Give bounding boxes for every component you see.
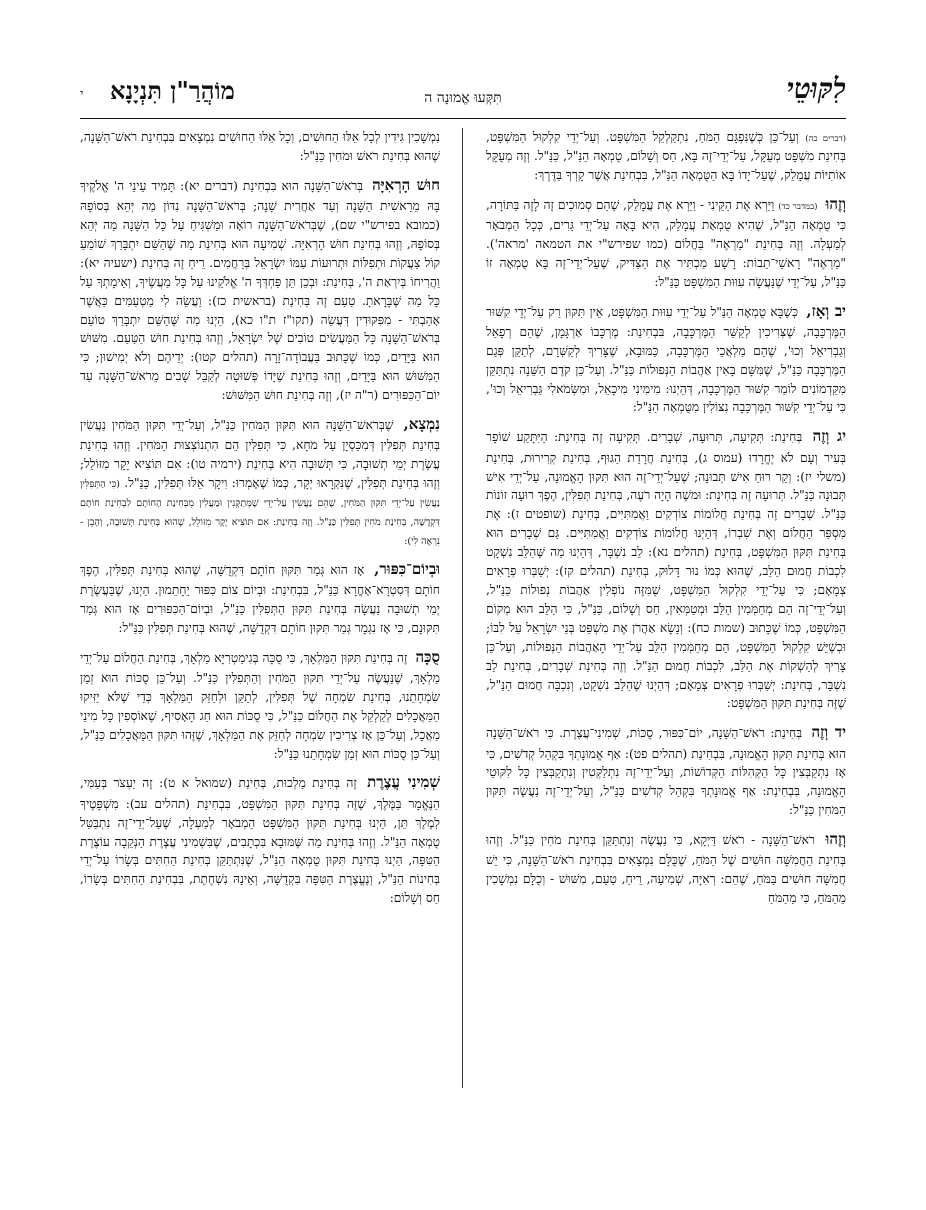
paragraph-text: בְּרֹאשׁ־הַשָּׁנָה הוּא בִּבְחִינַת (דברים יא): תָּמִיד עֵינֵי ה' אֱלֹקֶיךָ בָּהּ מֵרֵאשִׁית הַשָּׁנָה וְעַד אַחֲרִית שָׁנָה; בְּרֹאשׁ־הַשָּׁנָה נִדּוֹן מַה יְּהֵא בְּסוֹפָהּ (כמובא בפירש"י שם), שֶׁבְּרֹאשׁ־הַשָּׁנָה רוֹאָה וּמַשְׁגִּיחַ עַל כָּל הַשָּׁנָה מַה יְּהֵא בְּסוֹפָהּ, וְזֶהוּ בְּחִינַת חוּשׁ הָרְאִיָּה. שְׁמִיעָה הוּא בְּחִינַת מַה שֶּׁהַשֵּׁם יִתְבָּרַךְ שׁוֹמֵעַ קוֹל צַעֲקוֹת וּתְפִלּוֹת וּתְרוּעוֹת עַמּוֹ יִשְׂרָאֵל בְּרַחֲמִים. רֵיחַ זֶה בְּחִינַת (ישעיה יא): וַהֲרִיחוֹ בְּיִרְאַת ה', בְּחִינַת: וּבְכֵן תֵּן פַּחְדְּךָ ה' אֱלֹקֵינוּ עַל כָּל מַעֲשֶׂיךָ, וְאֵימָתְךָ עַל כָּל מַה שֶּׁבָּרָאתָ. טַעַם זֶה בְּחִינַת (בראשית כז): וַעֲשֵׂה לִי מַטְעַמִּים כַּאֲשֶׁר אָהַבְתִּי - מִפִּקּוּדִין דְּעֲשֵׂה (תקו"ז ת"ו כא), הַיְנוּ מַה שֶּׁהַשֵּׁם יִתְבָּרַךְ טוֹעֵם בְּרֹאשׁ־הַשָּׁנָה כָּל הַמַּעֲשִׂים טוֹבִים שֶׁל יִשְׂרָאֵל, וְזֶהוּ בְּחִינַת חוּשׁ הַטַּעַם. מִשּׁוּשׁ הוּא בַּיָּדַיִם, כְּמוֹ שֶׁכָּתוּב בַּעֲבוֹדָה־זָרָה (תהלים קטו): יְדֵיהֶם וְלֹא יְמִישׁוּן; כִּי הַמִּשּׁוּשׁ הוּא בַּיָּדַיִם, וְזֶהוּ בְּחִינַת שֶׁיָּדוֹ פְּשׁוּטָה לְקַבֵּל שָׁבִים מֵרֹאשׁ־הַשָּׁנָה עַד יוֹם־הַכִּפּוּרִים (ר"ה יז), וְזֶה בְּחִינַת חוּשׁ הַמִּשּׁוּשׁ: xyxy=(80,178,440,403)
source-citation: (במדבר כד) xyxy=(778,201,818,212)
paragraph-lead-word: יד וְזֶה xyxy=(811,723,846,742)
source-citation: (דברים כה) xyxy=(805,134,846,144)
text-paragraph xyxy=(80,558,440,638)
paragraph-lead-word: נִמְצָא, xyxy=(403,415,440,434)
paragraph-lead-word: שְׁמִינִי עֲצֶרֶת xyxy=(367,773,440,792)
left-text-column xyxy=(80,128,440,1108)
page-header xyxy=(80,72,846,120)
paragraph-text: וְעַל־כֵּן כְּשֶׁנִּפְגָּם הַמֹּחַ, נִתְקַלְקֵל הַמִּשְׁפָּט. וְעַל־יְדֵי קִלְקוּל הַמִּשְׁפָּט, בְּחִינַת מִשְׁפָּט מְעֻקָּל, עַל־יְדֵי־זֶה בָּא, חַס וְשָׁלוֹם, טֻמְאָה הַנַּ"ל, כַּנַּ"ל. וְזֶה מְעֻקָּל אוֹתִיּוֹת עֲמָלֵק, שֶׁעַל־יָדוֹ בָּא הַטֻּמְאָה הַנַּ"ל, בִּבְחִינַת xyxy=(486,130,846,182)
paragraph-text: רֹאשׁ־הַשָּׁנָה - רֹאשׁ דַּיְקָא, כִּי נַעֲשֶׂה וְנִתְתַּקֵּן בְּחִינַת מֹחִין כַּנַּ"ל. וְזֶהוּ בְּחִינַת הַחֲמִשָּׁה חוּשִׁים שֶׁל הַמֹּחַ, שֶׁכֻּלָּם נִמְצָאִים בִּבְחִינַת רֹאשׁ־הַשָּׁנָה, כִּי יֵשׁ חֲמִשָּׁה חוּשִׁים בַּמֹּחַ, שֶׁהֵם: רְאִיָּה, שְׁמִיעָה, רֵיחַ, טַעַם, מִשּׁוּשׁ - וְכֻלָּם נִמְשָׁכִין מֵהַמֹּחַ, כִּי מֵהַמֹּחַ xyxy=(486,833,846,906)
right-text-column xyxy=(486,128,846,1108)
paragraph-text: בְּחִינַת: תְּקִיעָה, תְּרוּעָה, שְׁבָרִים. תְּקִיעָה זֶה בְּחִינַת: הַיִּתָּקַע שׁוֹפָר בְּעִיר וְעָם לֹא יֶחֱרָדוּ (עמוס ג), בְּחִינַת חֲרָדַת הַגּוּף, בְּחִינַת קְרִירוּת, בְּחִינַת (משלי יז): וְקַר רוּחַ אִישׁ תְּבוּנָה; שֶׁעַל־יְדֵי־זֶה הוּא תִּקּוּן הָאֱמוּנָה, עַל־יְדֵי אִישׁ תְּבוּנָה כַּנַּ"ל. תְּרוּעָה זֶה בְּחִינַת: וּמשֶׁה הָיָה רֹעֶה, בְּחִינַת תְּפִלִּין, הֶפֶךְ רוּעָה זוֹנוֹת כַּנַּ"ל. שְׁבָרִים זֶה בְּחִינַת חֲלוֹמוֹת צוֹדְקִים וַאֲמִתִּיִּים, בְּחִינַת (שופטים ז): אֶת מִסְפַּר הַחֲלוֹם וְאֶת שִׁבְרוֹ, דְּהַיְנוּ חֲלוֹמוֹת צוֹדְקִים וַאֲמִתִּיִּים. גַּם שְׁבָרִים הוּא בְּחִינַת תִּקּוּן הַמִּשְׁפָּט, בְּחִינַת (תהלים נא): לֵב נִשְׁבָּר, דְּהַיְנוּ מַה שֶּׁהַלֵּב נִשְׁקָט לִכְבוֹת חֲמוּם הַלֵּב, שֶׁהוּא כְּמוֹ נוּר דָּלוּק, בְּחִינַת (תהלים קז): יְשַׁבְּרוּ פְרָאִים צְמָאָם; כִּי עַל־יְדֵי קִלְקוּל הַמִּשְׁפָּט, שֶׁמִּזֶּה נוֹפְלִין אַהֲבוֹת נְפוּלוֹת כַּנַּ"ל, וְעַל־יְדֵי־זֶה הֵם מְחַמְּמִין הַלֵּב וּמְטַמְּאִין, חַס וְשָׁלוֹם, כַּנַּ"ל, כִּי הַלֵּב הוּא מְקוֹם הַמִּשְׁפָּט, כְּמוֹ שֶׁכָּתוּב (שמות כח): וְנָשָׂא אַהֲרֹן אֶת מִשְׁפַּט בְּנֵי יִשְׂרָאֵל עַל לִבּוֹ; וּכְשֶׁיֵּשׁ קִלְקוּל הַמִּשְׁפָּט, הֵם מְחַמְּמִין הַלֵּב עַל־יְדֵי הָאַהֲבוֹת הַנְּפוּלוֹת, וְעַל־כֵּן צָרִיךְ לְהַשְׁקוֹת אֶת הַלֵּב, לִכְבוֹת חֲמוּם הַנַּ"ל. וְזֶה בְּחִינַת שְׁבָרִים, בְּחִינַת לֵב נִשְׁבָּר, בְּחִינַת: יְשַׁבְּרוּ פְרָאִים צְמָאָם; דְּהַיְנוּ שֶׁהַלֵּב נִשְׁקָט, וְנִכְבָּה חֲמוּם הַנַּ"ל, שֶׁזֶּה בְּחִינַת תִּקּוּן הַמִּשְׁפָּט: xyxy=(486,430,846,711)
book-title-right: לִקּוּטֵי xyxy=(786,72,846,105)
text-paragraph xyxy=(486,425,846,713)
text-paragraph xyxy=(80,174,440,405)
header-rule xyxy=(80,118,846,119)
text-paragraph xyxy=(80,771,440,908)
text-paragraph xyxy=(486,128,846,185)
paragraph-lead-word: סֻכָּה xyxy=(415,647,440,666)
paragraph-lead-word: וְזֶהוּ xyxy=(825,830,846,849)
paragraph-text: כְּשֶׁבָּא טֻמְאָה הַנַּ"ל עַל־יְדֵי עִוּוּת הַמִּשְׁפָּט, אֵין תִּקּוּן רַק עַל־יְדֵי קִשּׁוּר הַמֶּרְכָּבָה, שֶׁצְּרִיכִין לְקַשֵּׁר הַמֶּרְכָּבָה, בִּבְחִינַת: מֶרְכָּבוֹ אַרְגָּמָן, שֶׁהֵם רְפָאֵל וְגַבְרִיאֵל וְכוּ', שֶׁהֵם מַלְאֲכֵי הַמֶּרְכָּבָה, כַּמּוּבָא, שֶׁצָּרִיךְ לְקַשְּׁרָם, לְתַקֵּן פְּגַם הַמֶּרְכָּבָה כַּנַּ"ל, שֶׁמִּשָּׁם בָּאִין אַהֲבוֹת הַנְּפוּלוֹת כַּנַּ"ל. וְעַל־כֵּן קֹדֶם הַשֵּׁנָה נִתְתַּקֵּן מִקַּדְמוֹנִים לוֹמַר קִשּׁוּר הַמֶּרְכָּבָה, דְּהַיְנוּ: מִימִינִי מִיכָאֵל, וּמִשְּׂמֹאלִי גַּבְרִיאֵל וְכוּ', כִּי עַל־יְדֵי קִשּׁוּר הַמֶּרְכָּבָה נִצּוֹלִין מִטֻּמְאָה הַנַּ"ל: xyxy=(486,304,846,415)
text-paragraph xyxy=(80,646,440,764)
text-paragraph xyxy=(486,721,846,820)
paragraph-text: וַיַּרְא אֶת הַקֵּינִי - וַיַּרְא אֶת עֲמָלֵק, שֶׁהֵם סְמוּכִים זֶה לָזֶה בַּתּוֹרָה, כִּי טֻמְאָה הַנַּ"ל, שֶׁהִיא טֻמְאַת עֲמָלֵק, הִיא בָּאָה עַל־יְדֵי גֵּרִים, כְּכָל הַמְבֹאָר לְמַעְלָה. וְזֶה בְּחִינַת "מַרְאֶה" בַּחֲלוֹם (כמו שפירש"י את הטמאה 'מראה'). "מַרְאֶה" רָאשֵׁי־תֵבוֹת: רָשָׁע מַכְתִּיר אֶת הַצַּדִּיק, שֶׁעַל־יְדֵי־זֶה בָּא טֻמְאָה זוֹ כַּנַּ"ל, עַל־יְדֵי שֶׁנַּעֲשָׂה עִוּוּת הַמִּשְׁפָּט כַּנַּ"ל: xyxy=(486,197,846,289)
text-paragraph xyxy=(80,413,440,550)
text-paragraph xyxy=(486,300,846,418)
column-divider xyxy=(462,128,463,1088)
text-paragraph xyxy=(486,828,846,908)
paragraph-text: זֶה בְּחִינַת מַלְכוּת, בְּחִינַת (שמואל א ט): זֶה יַעְצֹר בְּעַמִּי, הַנֶּאֱמָר בַּמֶּלֶךְ, שֶׁזֶּה בְּחִינַת תִּקּוּן הַמִּשְׁפָּט, בִּבְחִינַת (תהלים עב): מִשְׁפָּטֶיךָ לְמֶלֶךְ תֵּן, הַיְנוּ בְּחִינַת תִּקּוּן הַמִּשְׁפָּט הַמְבֹאָר לְמַעְלָה, שֶׁעַל־יְדֵי־זֶה נִתְבַּטֵּל טֻמְאָה הַנַּ"ל. וְזֶהוּ בְּחִינַת מַה שֶּׁמּוּבָא בִּכְתָבִים, שֶׁבִּשְׁמִינִי עֲצֶרֶת הַנְּקֵבָה עוֹצֶרֶת הַטִּפָּה, הַיְנוּ בְּחִינַת תִּקּוּן טֻמְאָה הַנַּ"ל, שֶׁנִּתְתַּקֵּן בְּחִינַת הַחִתִּים בְּשָׂרוֹ עַל־יְדֵי בְּחִינוֹת הַנַּ"ל, וְנֶעֱצֶרֶת הַטִּפָּה בִּקְדֻשָּׁה, וְאֵינָהּ נִשְׁחֶתֶת, בִּבְחִינַת הַחִתִּים בְּשָׂרוֹ, חַס וְשָׁלוֹם: xyxy=(80,776,440,906)
text-paragraph xyxy=(80,128,440,166)
text-paragraph xyxy=(486,193,846,292)
paragraph-text: זֶה בְּחִינַת תִּקּוּן הַמַּלְאָךְ, כִּי סֻכָּה בְּגִימַטְרִיָּא מַלְאָךְ, בְּחִינַת הַחֲלוֹם עַל־יְדֵי מַלְאָךְ, שֶׁנַּעֲשֶׂה עַל־יְדֵי תִּקּוּן הַמֹּחִין וְהַתְּפִלִּין כַּנַּ"ל. וְעַל־כֵּן סֻכּוֹת הוּא זְמַן שִׂמְחָתֵנוּ, בְּחִינַת שִׂמְחָה שֶׁל תְּפִלִּין, לְתַקֵּן וּלְחַזֵּק הַמַּלְאָךְ כְּדֵי שֶׁלֹּא יַזִּיקוּ הַמַּאֲכָלִים לְקַלְקֵל אֶת הַחֲלוֹם כַּנַּ"ל, כִּי סֻכּוֹת הוּא חַג הָאָסִיף, שֶׁאוֹסְפִין כָּל מִינֵי מַאֲכָל, וְעַל־כֵּן אָז צְרִיכִין שִׂמְחָה לְחַזֵּק אֶת הַמַּלְאָךְ, שֶׁזֶּהוּ תִּקּוּן הַמַּאֲכָלִים כַּנַּ"ל, וְעַל־כֵּן סֻכּוֹת הוּא זְמַן שִׂמְחָתֵנוּ כַּנַּ"ל: xyxy=(80,650,440,761)
paragraph-lead-word: יג וְזֶה xyxy=(812,427,846,446)
paragraph-tail: אֲשֶׁר קָרְךָ בַּדֶּרֶךְ: xyxy=(534,167,611,182)
paragraph-text: שֶׁבְּרֹאשׁ־הַשָּׁנָה הוּא תִּקּוּן הַמֹּחִין כַּנַּ"ל, וְעַל־יְדֵי תִּקּוּן הַמֹּחִין נַעֲשִׂין בְּחִינַת תְּפִלִּין דְּמִכַּסְיָן עַל מֹחָא, כִּי תְּפִלִּין הֵם הִתְנוֹצְצוּת הַמֹּחִין. וְזֶהוּ בְּחִינַת עֲשֶׂרֶת יְמֵי תְשׁוּבָה, כִּי תְּשׁוּבָה הִיא בְּחִינַת (ירמיה טו): אִם תּוֹצִיא יָקָר מִזּוֹלֵל; וְזֶהוּ בְּחִינַת תְּפִלִּין, שֶׁנִּקְרָאוּ יְקָר, כְּמוֹ שֶׁאָמְרוּ: וִיקָר אֵלּוּ תְּפִלִּין, כַּנַּ"ל. xyxy=(80,418,440,491)
paragraph-text: אָז הוּא גְּמַר תִּקּוּן חוֹתָם דִּקְדֻשָּׁה, שֶׁהוּא בְּחִינַת תְּפִלִּין, הֶפֶךְ חוֹתָם דְּסִטְרָא־אָחֳרָא כַּנַּ"ל, בִּבְחִינַת: וּבְיוֹם צוֹם כִּפּוּר יֵחָתֵמוּן. הַיְנוּ, שֶׁבַּעֲשֶׂרֶת יְמֵי תְשׁוּבָה נַעֲשָׂה בְּחִינַת תִּקּוּן הַתְּפִלִּין כַּנַּ"ל, וּבְיוֹם־הַכִּפּוּרִים אָז הוּא גְּמַר תִּקּוּנָם, כִּי אָז נִגְמָר גְּמַר תִּקּוּן חוֹתָם דִּקְדֻשָּׁה, שֶׁהוּא בְּחִינַת תְּפִלִּין כַּנַּ"ל: xyxy=(80,562,440,635)
paragraph-lead-word: יב וְאָז, xyxy=(806,301,846,320)
paragraph-text: נִמְשָׁכִין גִּידִין לְכָל אֵלּוּ הַחוּשִׁים, וְכָל אֵלּוּ הַחוּשִׁים נִמְצָאִים בִּבְחִינַת רֹאשׁ־הַשָּׁנָה, שֶׁהוּא בְּחִינַת רֹאשׁ וּמֹחִין כַּנַּ"ל: xyxy=(80,130,440,163)
paragraph-lead-word: וּבְיוֹם־כִּפּוּר, xyxy=(374,559,440,578)
bracketed-note: (כִּי הַתְּפִלִּין נַעֲשִׂין עַל־יְדֵי תִּקּוּן הַמֹּחִין, שֶׁהֵם נַעֲשִׂין עַל־יְדֵי שֶׁמְּתַקְּנִין וּמַעֲלִין מִבְּחִינַת הַחוֹתָם לִבְחִינַת חוֹתָם דִּקְדֻשָּׁה, בְּחִינַת מֹחִין תְּפִלִּין כַּנַּ"ל. וְזֶה בְּחִינַת: אִם תּוֹצִיא יָקָר מִזּוֹלֵל, שֶׁהוּא בְּחִינַת תְּשׁוּבָה, וְהָבֵן - נִרְאֶה לִי): xyxy=(80,479,440,547)
book-title-left: מוֹהֲרַ"ן תִּנְיָנָא xyxy=(110,76,235,105)
page-number: י xyxy=(80,87,84,102)
paragraph-lead-word: וְזֶהוּ xyxy=(825,194,846,213)
chapter-title: תִּקְּעוּ אֱמוּנָה ה xyxy=(424,90,502,106)
paragraph-text: בְּחִינַת: רֹאשׁ־הַשָּׁנָה, יוֹם־כִּפּוּר, סֻכּוֹת, שְׁמִינִי־עֲצֶרֶת. כִּי רֹאשׁ־הַשָּׁנָה הוּא בְּחִינַת תִּקּוּן הָאֱמוּנָה, בִּבְחִינַת (תהלים פט): אַף אֱמוּנָתְךָ בִּקְהַל קְדֹשִׁים, כִּי אָז נִתְקַבְּצִין כָּל הַקְּהִלּוֹת הַקְּדוֹשׁוֹת, וְעַל־יְדֵי־זֶה נִתְלַקְּטִין וְנִתְקַבְּצִין כָּל לִקּוּטֵי הָאֱמוּנָה, בִּבְחִינַת: אַף אֱמוּנָתְךָ בִּקְהַל קְדֹשִׁים כַּנַּ"ל, וְעַל־יְדֵי־זֶה נַעֲשֶׂה תִּקּוּן הַמֹּחִין כַּנַּ"ל: xyxy=(486,726,846,818)
paragraph-lead-word: חוּשׁ הָרְאִיָּה xyxy=(372,175,440,194)
